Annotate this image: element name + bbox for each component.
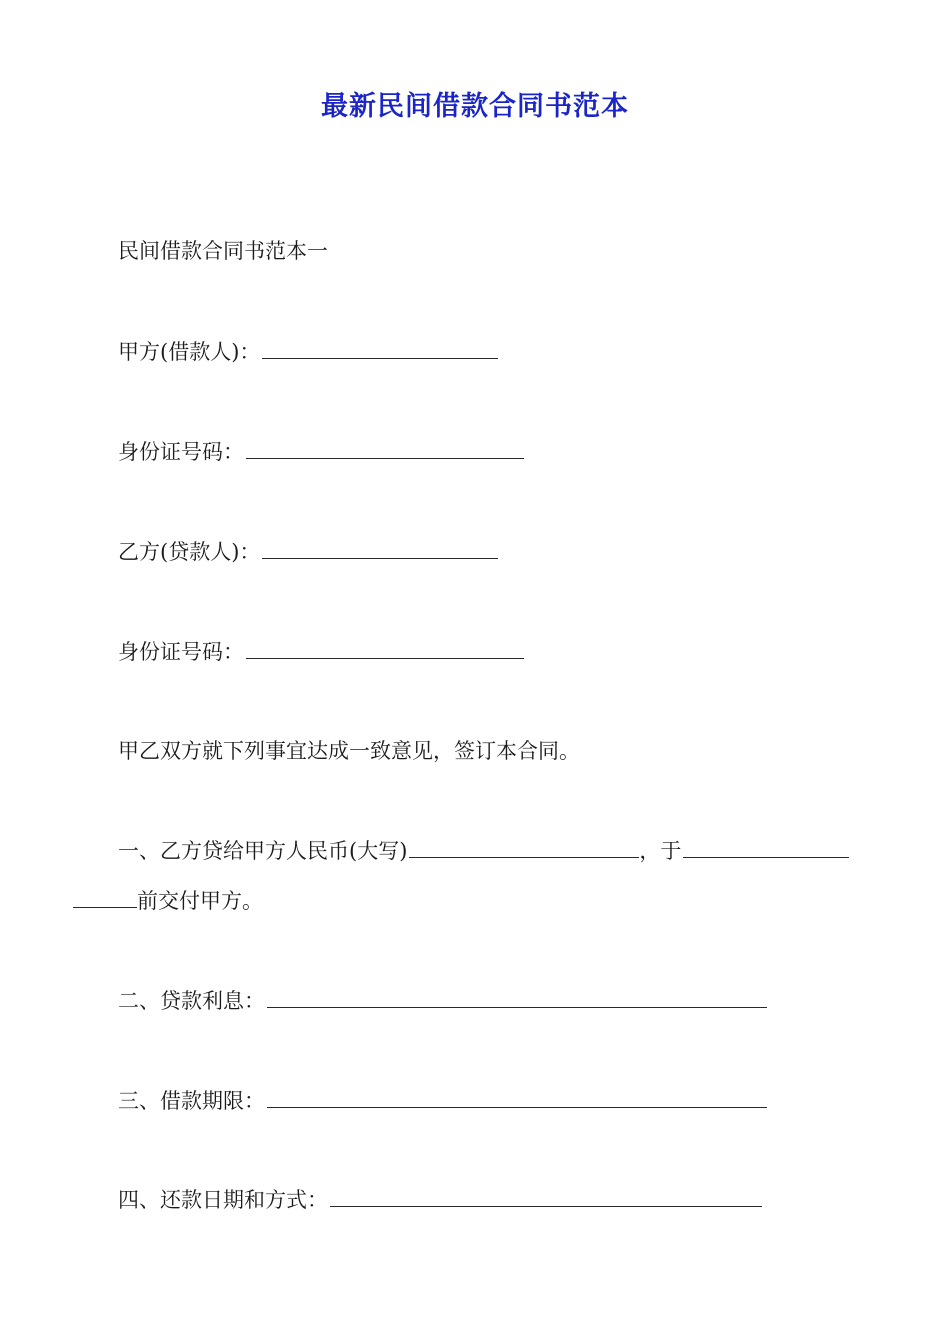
party-b-id-line (118, 636, 524, 667)
agreement-text: 甲乙双方就下列事宜达成一致意见，签订本合同。 (118, 739, 580, 763)
party-b-line (118, 536, 498, 567)
clause-3-label: 三、借款期限： (118, 1089, 265, 1113)
clause-1-continuation (73, 885, 263, 916)
clause-1-date-blank (683, 835, 849, 858)
clause-2-label: 二、贷款利息： (118, 989, 265, 1013)
clause-1-line (118, 835, 849, 866)
party-a-line (118, 336, 498, 367)
clause-3-line (118, 1085, 767, 1116)
party-b-blank (262, 536, 498, 559)
party-b-label: 乙方(贷款人)： (118, 540, 261, 564)
subtitle-text: 民间借款合同书范本一 (118, 239, 328, 263)
contract-subtitle (118, 236, 328, 266)
party-a-id-line (118, 436, 524, 467)
party-a-label: 甲方(借款人)： (118, 340, 261, 364)
clause-1-amount-blank (409, 835, 639, 858)
party-a-id-blank (246, 436, 524, 459)
clause-2-line (118, 985, 767, 1016)
clause-3-blank (267, 1085, 767, 1108)
party-b-id-blank (246, 636, 524, 659)
clause-1-text-c: 前交付甲方。 (137, 889, 263, 913)
clause-4-line (118, 1184, 762, 1215)
agreement-line (118, 736, 580, 766)
clause-1-text-a: 一、乙方贷给甲方人民币(大写) (118, 839, 408, 863)
party-b-id-label: 身份证号码： (118, 640, 244, 664)
clause-1-date-blank-cont (73, 885, 137, 908)
party-a-blank (262, 336, 498, 359)
clause-4-blank (330, 1184, 762, 1207)
clause-1-text-b: ，于 (639, 839, 682, 863)
clause-2-blank (267, 985, 767, 1008)
clause-4-label: 四、还款日期和方式： (118, 1188, 328, 1212)
party-a-id-label: 身份证号码： (118, 440, 244, 464)
document-title: 最新民间借款合同书范本 (321, 91, 629, 122)
